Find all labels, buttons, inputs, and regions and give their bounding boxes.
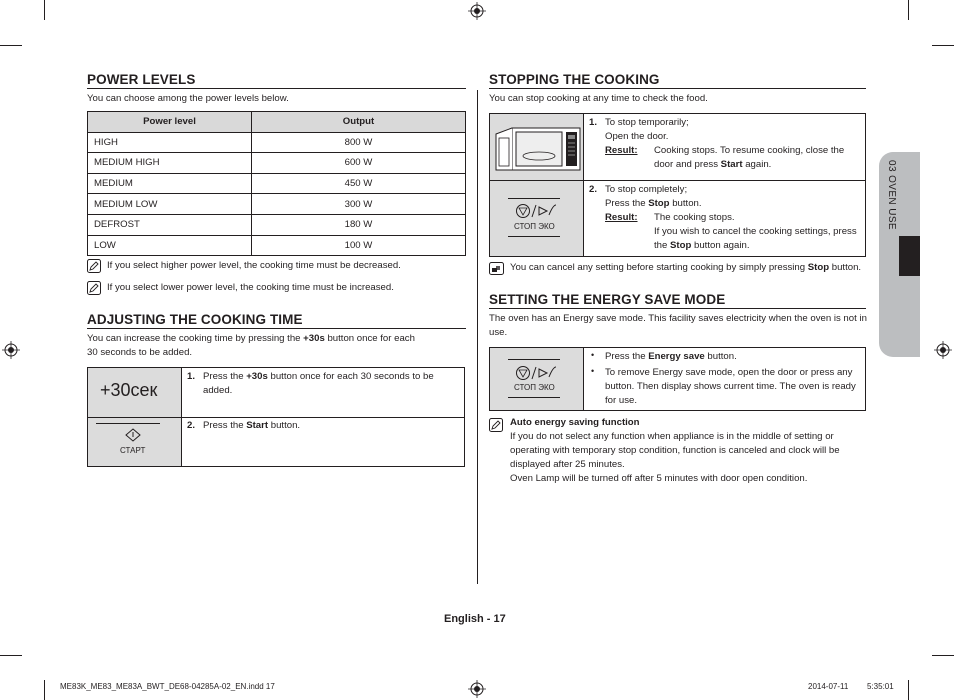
stop-eco-button-label: СТОП ЭКО bbox=[514, 222, 555, 231]
registration-mark-icon bbox=[934, 341, 952, 359]
crop-mark bbox=[908, 680, 909, 700]
pointing-hand-icon bbox=[489, 262, 504, 275]
stop-eco-icon bbox=[515, 365, 557, 381]
energy-intro: The oven has an Energy save mode. This facility saves electricity when the oven is not in bbox=[489, 313, 867, 324]
registration-mark-icon bbox=[2, 341, 20, 359]
note-pencil-icon bbox=[87, 259, 101, 273]
result-label: Result: bbox=[605, 212, 638, 223]
start-button-label: СТАРТ bbox=[120, 446, 146, 455]
step-text: Press the Stop button. bbox=[605, 198, 702, 209]
step-number: 1. bbox=[589, 117, 598, 128]
registration-mark-icon bbox=[468, 680, 486, 698]
result-text: door and press Start again. bbox=[654, 159, 772, 170]
crop-mark bbox=[908, 0, 909, 20]
step-number: 2. bbox=[589, 184, 598, 195]
table-row bbox=[88, 194, 466, 215]
note-text: operating with temporary stop condition, function is canceled and clock will be bbox=[510, 445, 840, 456]
result-text: If you wish to cancel the cooking settings, press bbox=[654, 226, 857, 237]
note-text: Oven Lamp will be turned off after 5 minutes with door open condition. bbox=[510, 473, 808, 484]
step-text: Press the Start button. bbox=[203, 420, 301, 431]
chapter-side-tab-label: 03 OVEN USE bbox=[886, 160, 897, 230]
bullet-text: To remove Energy save mode, open the door or press any bbox=[605, 367, 853, 378]
step-text: Open the door. bbox=[605, 131, 669, 142]
table-cell: 100 W bbox=[252, 235, 466, 256]
step-text: To stop completely; bbox=[605, 184, 688, 195]
table-row bbox=[88, 153, 466, 174]
step-text: To stop temporarily; bbox=[605, 117, 689, 128]
table-cell: 300 W bbox=[252, 194, 466, 215]
stop-eco-icon bbox=[515, 203, 557, 219]
section-title-power-levels: POWER LEVELS bbox=[87, 72, 196, 87]
stop-eco-button-label: СТОП ЭКО bbox=[514, 383, 555, 392]
table-cell: 600 W bbox=[252, 153, 466, 174]
note-text: If you select higher power level, the cooking time must be decreased. bbox=[107, 260, 401, 271]
table-cell: HIGH bbox=[88, 132, 252, 153]
column-divider bbox=[477, 90, 478, 584]
row-divider bbox=[489, 180, 866, 181]
power-levels-table bbox=[87, 111, 466, 256]
table-header-cell: Output bbox=[252, 112, 466, 133]
start-diamond-icon bbox=[125, 428, 141, 442]
table-row bbox=[88, 214, 466, 235]
table-cell: 800 W bbox=[252, 132, 466, 153]
note-text: displayed after 25 minutes. bbox=[510, 459, 625, 470]
table-row bbox=[88, 173, 466, 194]
table-cell: MEDIUM LOW bbox=[88, 194, 252, 215]
row-divider bbox=[87, 417, 465, 418]
step-number: 1. bbox=[187, 371, 196, 382]
cell-divider bbox=[583, 347, 584, 411]
section-title-energy: SETTING THE ENERGY SAVE MODE bbox=[489, 292, 726, 307]
registration-mark-icon bbox=[468, 2, 486, 20]
bullet-text: Press the Energy save button. bbox=[605, 351, 737, 362]
note-title: Auto energy saving function bbox=[510, 417, 640, 428]
chapter-side-tab-marker bbox=[899, 236, 920, 276]
power-levels-intro: You can choose among the power levels below. bbox=[87, 93, 289, 104]
section-rule bbox=[87, 328, 466, 329]
table-cell: 180 W bbox=[252, 214, 466, 235]
crop-mark bbox=[932, 655, 954, 656]
print-file-info: ME83K_ME83_ME83A_BWT_DE68-04285A-02_EN.indd 17 bbox=[60, 682, 275, 691]
note-text: If you do not select any function when appliance is in the middle of setting or bbox=[510, 431, 834, 442]
table-cell: LOW bbox=[88, 235, 252, 256]
note-pencil-icon bbox=[87, 281, 101, 295]
print-date: 2014-07-11 bbox=[808, 682, 849, 691]
crop-mark bbox=[44, 680, 45, 700]
button-frame-line bbox=[508, 198, 560, 199]
table-row bbox=[88, 235, 466, 256]
energy-intro-line2: use. bbox=[489, 327, 508, 338]
crop-mark bbox=[44, 0, 45, 20]
bullet-icon: • bbox=[591, 366, 595, 376]
tip-text: You can cancel any setting before starting cooking by simply pressing Stop button. bbox=[510, 262, 862, 273]
crop-mark bbox=[0, 655, 22, 656]
step-text-line2: added. bbox=[203, 385, 233, 396]
table-cell: DEFROST bbox=[88, 214, 252, 235]
table-cell: MEDIUM bbox=[88, 173, 252, 194]
button-frame-line bbox=[508, 236, 560, 237]
table-cell: MEDIUM HIGH bbox=[88, 153, 252, 174]
cell-divider bbox=[583, 113, 584, 257]
adjusting-intro: You can increase the cooking time by pressing the +30s button once for each bbox=[87, 333, 415, 344]
table-cell: 450 W bbox=[252, 173, 466, 194]
button-frame-line bbox=[508, 397, 560, 398]
note-pencil-icon bbox=[489, 418, 503, 432]
section-title-stopping: STOPPING THE COOKING bbox=[489, 72, 660, 87]
bullet-text: button. Then display shows current time. The oven is ready bbox=[605, 381, 856, 392]
table-row bbox=[88, 132, 466, 153]
result-label: Result: bbox=[605, 145, 638, 156]
adjusting-intro-line2: 30 seconds to be added. bbox=[87, 347, 193, 358]
plus30-button-label: +30сек bbox=[100, 380, 158, 400]
step-text: Press the +30s button once for each 30 seconds to be bbox=[203, 371, 434, 382]
page-number: English - 17 bbox=[444, 613, 506, 625]
result-text: the Stop button again. bbox=[654, 240, 750, 251]
bullet-icon: • bbox=[591, 350, 595, 360]
print-time: 5:35:01 bbox=[867, 682, 894, 691]
stopping-intro: You can stop cooking at any time to check the food. bbox=[489, 93, 708, 104]
table-header-cell: Power level bbox=[88, 112, 252, 133]
step-number: 2. bbox=[187, 420, 196, 431]
section-title-adjusting: ADJUSTING THE COOKING TIME bbox=[87, 312, 303, 327]
section-rule bbox=[87, 88, 466, 89]
section-rule bbox=[489, 88, 866, 89]
table-header-row bbox=[88, 112, 466, 133]
microwave-open-door-icon bbox=[494, 126, 582, 172]
result-text: Cooking stops. To resume cooking, close the bbox=[654, 145, 845, 156]
crop-mark bbox=[0, 45, 22, 46]
crop-mark bbox=[932, 45, 954, 46]
note-text: If you select lower power level, the cooking time must be increased. bbox=[107, 282, 394, 293]
button-frame-line bbox=[508, 359, 560, 360]
button-frame-line bbox=[96, 423, 160, 424]
bullet-text: for use. bbox=[605, 395, 637, 406]
section-rule bbox=[489, 308, 866, 309]
result-text: The cooking stops. bbox=[654, 212, 735, 223]
